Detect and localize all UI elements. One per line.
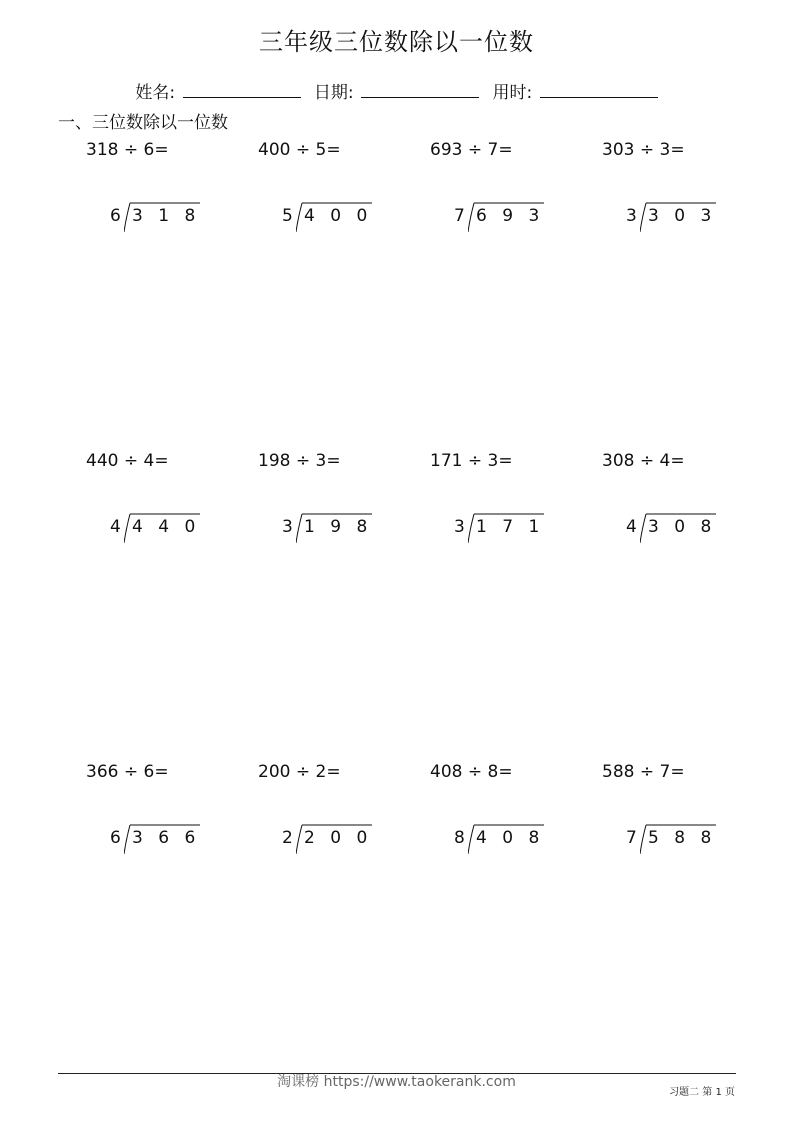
divisor: 4 [110, 517, 121, 537]
divisor: 7 [454, 206, 465, 226]
dividend: 3 6 6 [132, 828, 201, 848]
equation: 366 ÷ 6= [86, 762, 169, 782]
equation: 400 ÷ 5= [258, 140, 341, 160]
dividend: 3 1 8 [132, 206, 201, 226]
name-field [135, 83, 306, 103]
dividend: 1 7 1 [476, 517, 545, 537]
divisor: 3 [454, 517, 465, 537]
divisor: 2 [282, 828, 293, 848]
date-label: 日期: [313, 83, 354, 103]
equation: 588 ÷ 7= [602, 762, 685, 782]
dividend: 4 4 0 [132, 517, 201, 537]
divisor: 8 [454, 828, 465, 848]
time-blank[interactable] [540, 81, 658, 98]
dividend: 5 8 8 [648, 828, 717, 848]
time-field [492, 83, 657, 103]
equation: 308 ÷ 4= [602, 451, 685, 471]
long-division[interactable] [626, 202, 776, 232]
long-division[interactable] [282, 202, 432, 232]
long-division[interactable] [282, 513, 432, 543]
divisor: 7 [626, 828, 637, 848]
dividend: 3 0 3 [648, 206, 717, 226]
time-label: 用时: [492, 83, 533, 103]
long-division[interactable] [282, 824, 432, 854]
long-division[interactable] [454, 202, 604, 232]
divisor: 3 [282, 517, 293, 537]
dividend: 2 0 0 [304, 828, 373, 848]
dividend: 4 0 0 [304, 206, 373, 226]
divisor: 6 [110, 828, 121, 848]
footer-page-label: 习题二 第 1 页 [669, 1087, 735, 1098]
long-division[interactable] [626, 824, 776, 854]
long-division[interactable] [454, 513, 604, 543]
equation: 440 ÷ 4= [86, 451, 169, 471]
long-division[interactable] [110, 202, 260, 232]
divisor: 3 [626, 206, 637, 226]
section-heading: 一、三位数除以一位数 [58, 113, 228, 133]
page-title: 三年级三位数除以一位数 [259, 28, 534, 56]
long-division[interactable] [454, 824, 604, 854]
equation: 408 ÷ 8= [430, 762, 513, 782]
equation: 171 ÷ 3= [430, 451, 513, 471]
date-field [314, 83, 485, 103]
footer-site-link[interactable]: 淘课榜 https://www.taokerank.com [277, 1074, 516, 1090]
equation: 318 ÷ 6= [86, 140, 169, 160]
equation: 200 ÷ 2= [258, 762, 341, 782]
info-line [0, 78, 793, 103]
equation: 303 ÷ 3= [602, 140, 685, 160]
long-division[interactable] [110, 513, 260, 543]
divisor: 5 [282, 206, 293, 226]
date-blank[interactable] [361, 81, 479, 98]
long-division[interactable] [110, 824, 260, 854]
equation: 198 ÷ 3= [258, 451, 341, 471]
equation: 693 ÷ 7= [430, 140, 513, 160]
name-blank[interactable] [183, 81, 301, 98]
long-division[interactable] [626, 513, 776, 543]
dividend: 6 9 3 [476, 206, 545, 226]
dividend: 4 0 8 [476, 828, 545, 848]
name-label: 姓名: [135, 83, 176, 103]
divisor: 6 [110, 206, 121, 226]
divisor: 4 [626, 517, 637, 537]
dividend: 1 9 8 [304, 517, 373, 537]
dividend: 3 0 8 [648, 517, 717, 537]
